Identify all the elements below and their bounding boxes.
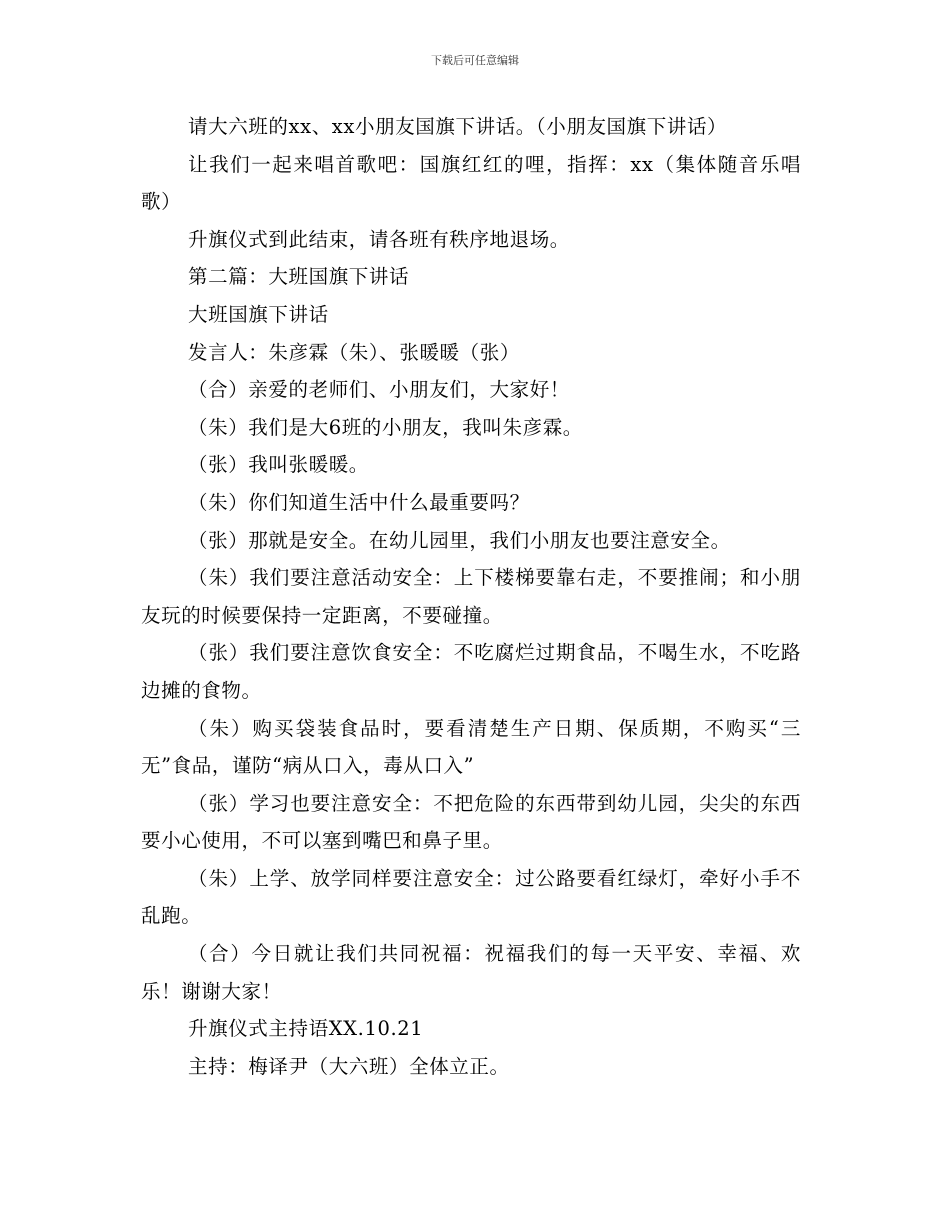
section-heading: 第二篇：大班国旗下讲话 (188, 265, 410, 289)
speakers-line: 发言人：朱彦霖（朱）、张暖暖（张） (188, 340, 520, 364)
dialogue-line: （合）今日就让我们共同祝福：祝福我们的每一天平安、幸福、欢乐！谢谢大家！ (141, 942, 801, 1003)
page-header: 下载后可任意编辑 (431, 54, 519, 67)
dialogue-line: （合）亲爱的老师们、小朋友们，大家好！ (188, 378, 570, 402)
dialogue-line: （朱）你们知道生活中什么最重要吗？ (188, 490, 530, 514)
dialogue-line: （张）我们要注意饮食安全：不吃腐烂过期食品，不喝生水，不吃路边摊的食物。 (141, 641, 801, 702)
dialogue-line: （朱）我们要注意活动安全：上下楼梯要靠右走，不要推闹；和小朋友玩的时候要保持一定距离，不要碰撞。 (141, 566, 801, 627)
paragraph: 让我们一起来唱首歌吧：国旗红红的哩，指挥：xx（集体随音乐唱歌） (141, 152, 801, 214)
paragraph: 升旗仪式到此结束，请各班有秩序地退场。 (188, 227, 570, 251)
section-heading: 升旗仪式主持语XX.10.21 (188, 1017, 424, 1041)
paragraph: 请大六班的xx、xx小朋友国旗下讲话。（小朋友国旗下讲话） (188, 115, 728, 138)
dialogue-line: （张）学习也要注意安全：不把危险的东西带到幼儿园，尖尖的东西要小心使用，不可以塞到嘴巴和鼻子里。 (141, 791, 801, 853)
speech-title: 大班国旗下讲话 (188, 302, 329, 326)
dialogue-line: （朱）上学、放学同样要注意安全：过公路要看红绿灯，牵好小手不乱跑。 (141, 866, 801, 928)
dialogue-line: （张）我叫张暖暖。 (188, 453, 369, 477)
dialogue-line: （朱）购买袋装食品时，要看清楚生产日期、保质期，不购买“三无”食品，谨防“病从口入，毒从口入” (141, 716, 801, 778)
dialogue-line: （张）那就是安全。在幼儿园里，我们小朋友也要注意安全。 (188, 528, 731, 552)
dialogue-line: （朱）我们是大6班的小朋友，我叫朱彦霖。 (188, 415, 583, 439)
paragraph: 主持：梅译尹（大六班）全体立正。 (188, 1054, 510, 1078)
document-body (141, 108, 801, 1085)
